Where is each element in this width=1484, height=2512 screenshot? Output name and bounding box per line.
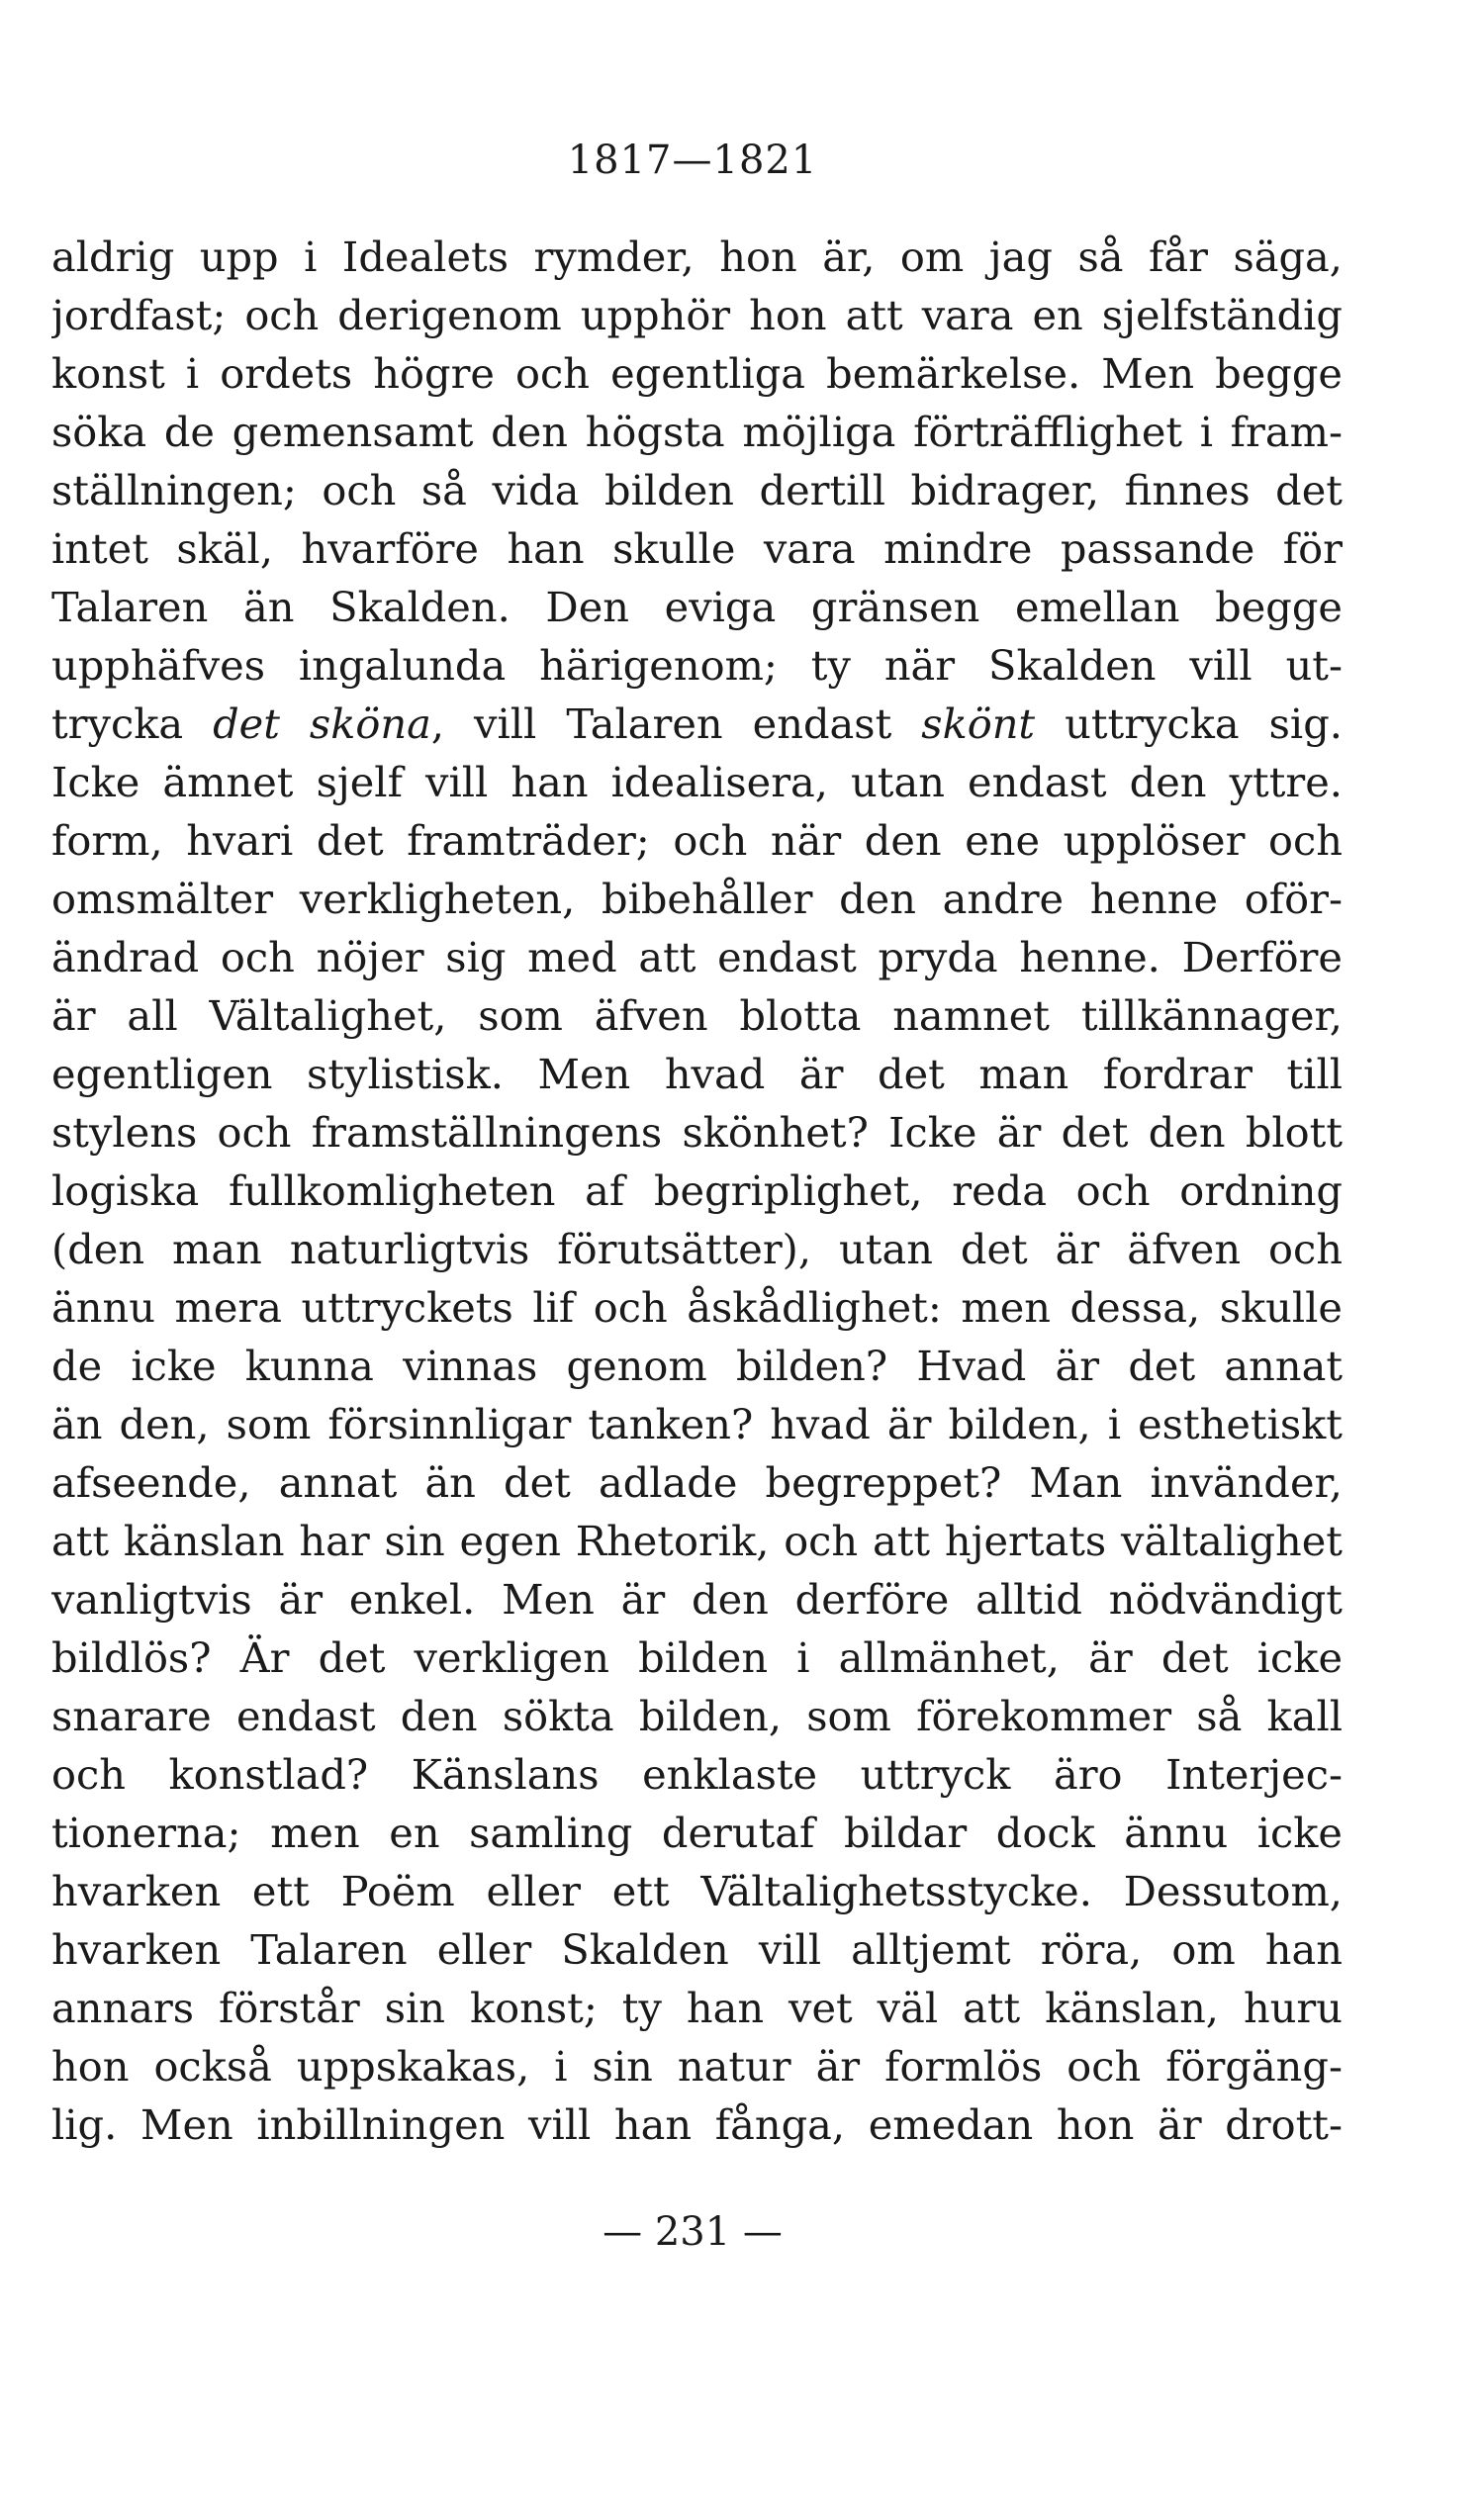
text-line: jordfast; och derigenom upphör hon att vara en sjelfständig bbox=[51, 291, 1343, 339]
text-line: än den, som försinnligar tanken? hvad är bilden, i esthetiskt bbox=[51, 1400, 1343, 1448]
text-line: och konstlad? Känslans enklaste uttryck äro Interjec- bbox=[51, 1750, 1343, 1799]
text-line: omsmälter verkligheten, bibehåller den andre henne oför- bbox=[51, 875, 1343, 923]
text-line: tionerna; men en samling derutaf bildar dock ännu icke bbox=[51, 1809, 1343, 1857]
text-line: hvarken ett Poëm eller ett Vältalighetsstycke. Dessutom, bbox=[51, 1867, 1343, 1915]
text-line: stylens och framställningens skönhet? Icke är det den blott bbox=[51, 1108, 1343, 1157]
text-line: är all Vältalighet, som äfven blotta namnet tillkännager, bbox=[51, 991, 1343, 1040]
body-text bbox=[51, 228, 1343, 2154]
text-line: Icke ämnet sjelf vill han idealisera, utan endast den yttre. bbox=[51, 758, 1343, 806]
text-line: logiska fullkomligheten af begriplighet, reda och ordning bbox=[51, 1166, 1343, 1215]
text-line: ännu mera uttryckets lif och åskådlighet: men dessa, skulle bbox=[51, 1283, 1343, 1332]
text-line: form, hvari det framträder; och när den ene upplöser och bbox=[51, 816, 1343, 865]
text-line: lig. Men inbillningen vill han fånga, emedan hon är drott- bbox=[51, 2100, 1343, 2149]
italic-phrase: skönt bbox=[921, 699, 1036, 748]
text-line: de icke kunna vinnas genom bilden? Hvad är det annat bbox=[51, 1342, 1343, 1390]
text-line: aldrig upp i Idealets rymder, hon är, om jag så får säga, bbox=[51, 233, 1343, 281]
running-head: 1817—1821 bbox=[567, 138, 818, 183]
italic-phrase: det sköna bbox=[213, 699, 431, 748]
text-line: snarare endast den sökta bilden, som förekommer så kall bbox=[51, 1692, 1343, 1740]
text-line: annars förstår sin konst; ty han vet väl att känslan, huru bbox=[51, 1984, 1343, 2032]
text-line: intet skäl, hvarföre han skulle vara mindre passande för bbox=[51, 524, 1343, 573]
text-line: konst i ordets högre och egentliga bemärkelse. Men begge bbox=[51, 349, 1343, 398]
text-segment: trycka bbox=[51, 699, 214, 748]
text-line: hon också uppskakas, i sin natur är formlös och förgäng- bbox=[51, 2042, 1343, 2091]
text-line: upphäfves ingalunda härigenom; ty när Skalden vill ut- bbox=[51, 641, 1343, 690]
text-line: söka de gemensamt den högsta möjliga förträfflighet i fram- bbox=[51, 408, 1343, 456]
text-line: hvarken Talaren eller Skalden vill alltjemt röra, om han bbox=[51, 1925, 1343, 1974]
text-line: ändrad och nöjer sig med att endast pryda henne. Derföre bbox=[51, 933, 1343, 981]
text-line: (den man naturligtvis förutsätter), utan det är äfven och bbox=[51, 1225, 1343, 1273]
text-segment: , vill Talaren endast bbox=[430, 699, 922, 748]
page-number: — 231 — bbox=[603, 2209, 783, 2255]
text-line: afseende, annat än det adlade begreppet? Man invänder, bbox=[51, 1458, 1343, 1507]
text-line: bildlös? Är det verkligen bilden i allmänhet, är det icke bbox=[51, 1633, 1343, 1682]
text-segment: uttrycka sig. bbox=[1035, 699, 1343, 748]
text-line: egentligen stylistisk. Men hvad är det man fordrar till bbox=[51, 1050, 1343, 1098]
text-line: Talaren än Skalden. Den eviga gränsen emellan begge bbox=[51, 583, 1343, 631]
text-line-with-italics bbox=[51, 695, 1343, 753]
text-line: vanligtvis är enkel. Men är den derföre alltid nödvändigt bbox=[51, 1575, 1343, 1624]
text-line: ställningen; och så vida bilden dertill bidrager, finnes det bbox=[51, 466, 1343, 514]
text-line: att känslan har sin egen Rhetorik, och att hjertats vältalighet bbox=[51, 1517, 1343, 1565]
